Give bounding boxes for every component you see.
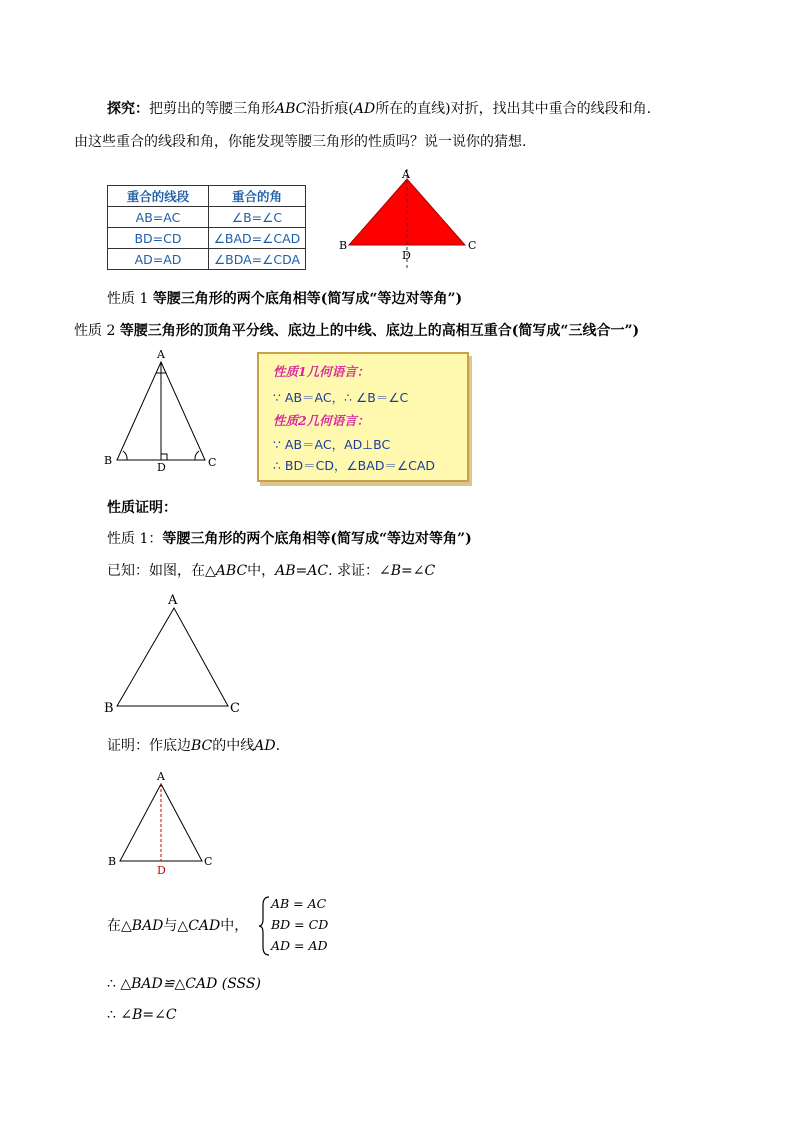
- geometry-language-box: [257, 352, 469, 482]
- label-a: A: [168, 593, 178, 608]
- construct-line: 证明：作底边BC的中线AD.: [107, 738, 281, 754]
- triangle-abc-figure: [100, 588, 250, 718]
- therefore-angles: ∴ ∠B=∠C: [107, 1007, 177, 1023]
- geo-line-2: ∵ AB＝AC，AD⊥BC: [273, 437, 391, 452]
- label-a: A: [157, 348, 165, 361]
- label-d: D: [157, 461, 166, 474]
- label-d: D: [402, 249, 411, 262]
- table-cell: ∠BDA=∠CDA: [209, 249, 306, 270]
- geo-header-1: 性质1几何语言：: [273, 364, 370, 379]
- table-header: 重合的线段: [108, 186, 209, 207]
- therefore-congruent: ∴ △BAD≌△CAD (SSS): [107, 976, 261, 992]
- label-b: B: [104, 701, 114, 716]
- geo-header-2: 性质2几何语言：: [273, 413, 370, 428]
- system-eq-1: AB = AC: [271, 896, 327, 911]
- table-cell: ∠B=∠C: [209, 207, 306, 228]
- label-c: C: [230, 701, 240, 716]
- label-c: C: [204, 855, 213, 868]
- table-cell: AB=AC: [108, 207, 209, 228]
- proof-property-1: 性质 1：等腰三角形的两个底角相等(简写成“等边对等角”): [107, 531, 472, 547]
- median-triangle-figure: [100, 768, 230, 880]
- angle-mark-b: [123, 451, 127, 460]
- in-triangles-line: 在△BAD与△CAD中，: [107, 918, 249, 934]
- label-c: C: [468, 239, 477, 252]
- angle-mark-c: [195, 451, 199, 460]
- table-row: [108, 207, 306, 228]
- property-1: 性质 1 等腰三角形的两个底角相等(简写成“等边对等角”): [107, 291, 463, 307]
- label-d: D: [157, 864, 166, 877]
- triangle-abc: [117, 608, 228, 706]
- system-eq-2: BD = CD: [271, 917, 329, 932]
- red-triangle-figure: [335, 165, 485, 275]
- altitude-triangle-figure: [100, 345, 230, 475]
- geo-line-3: ∴ BD＝CD，∠BAD＝∠CAD: [273, 458, 436, 473]
- table-header-row: [108, 186, 306, 207]
- geo-line-1: ∵ AB＝AC，∴ ∠B＝∠C: [273, 390, 409, 405]
- table-header: 重合的角: [209, 186, 306, 207]
- explore-line-1: 探究：把剪出的等腰三角形ABC沿折痕(AD所在的直线)对折，找出其中重合的线段和角.: [107, 101, 652, 117]
- overlap-table: [107, 185, 306, 270]
- label-a: A: [402, 168, 410, 181]
- known-line: 已知：如图，在△ABC中，AB=AC. 求证：∠B=∠C: [107, 563, 436, 579]
- label-b: B: [104, 454, 113, 467]
- table-row: [108, 228, 306, 249]
- label-c: C: [208, 456, 217, 469]
- label-b: B: [108, 855, 117, 868]
- proof-heading: 性质证明：: [107, 500, 177, 516]
- explore-line-2: 由这些重合的线段和角，你能发现等腰三角形的性质吗？说一说你的猜想.: [74, 134, 527, 150]
- system-eq-3: AD = AD: [271, 938, 328, 953]
- table-row: [108, 249, 306, 270]
- brace-path: [259, 897, 269, 955]
- table-cell: BD=CD: [108, 228, 209, 249]
- brace: [258, 895, 272, 957]
- table-cell: AD=AD: [108, 249, 209, 270]
- label-b: B: [339, 239, 348, 252]
- property-2: 性质 2 等腰三角形的顶角平分线、底边上的中线、底边上的高相互重合(简写成“三线合一”): [74, 323, 640, 339]
- explore-label: 探究：: [107, 101, 149, 117]
- label-a: A: [157, 770, 165, 783]
- table-cell: ∠BAD=∠CAD: [209, 228, 306, 249]
- right-angle-mark: [161, 454, 167, 460]
